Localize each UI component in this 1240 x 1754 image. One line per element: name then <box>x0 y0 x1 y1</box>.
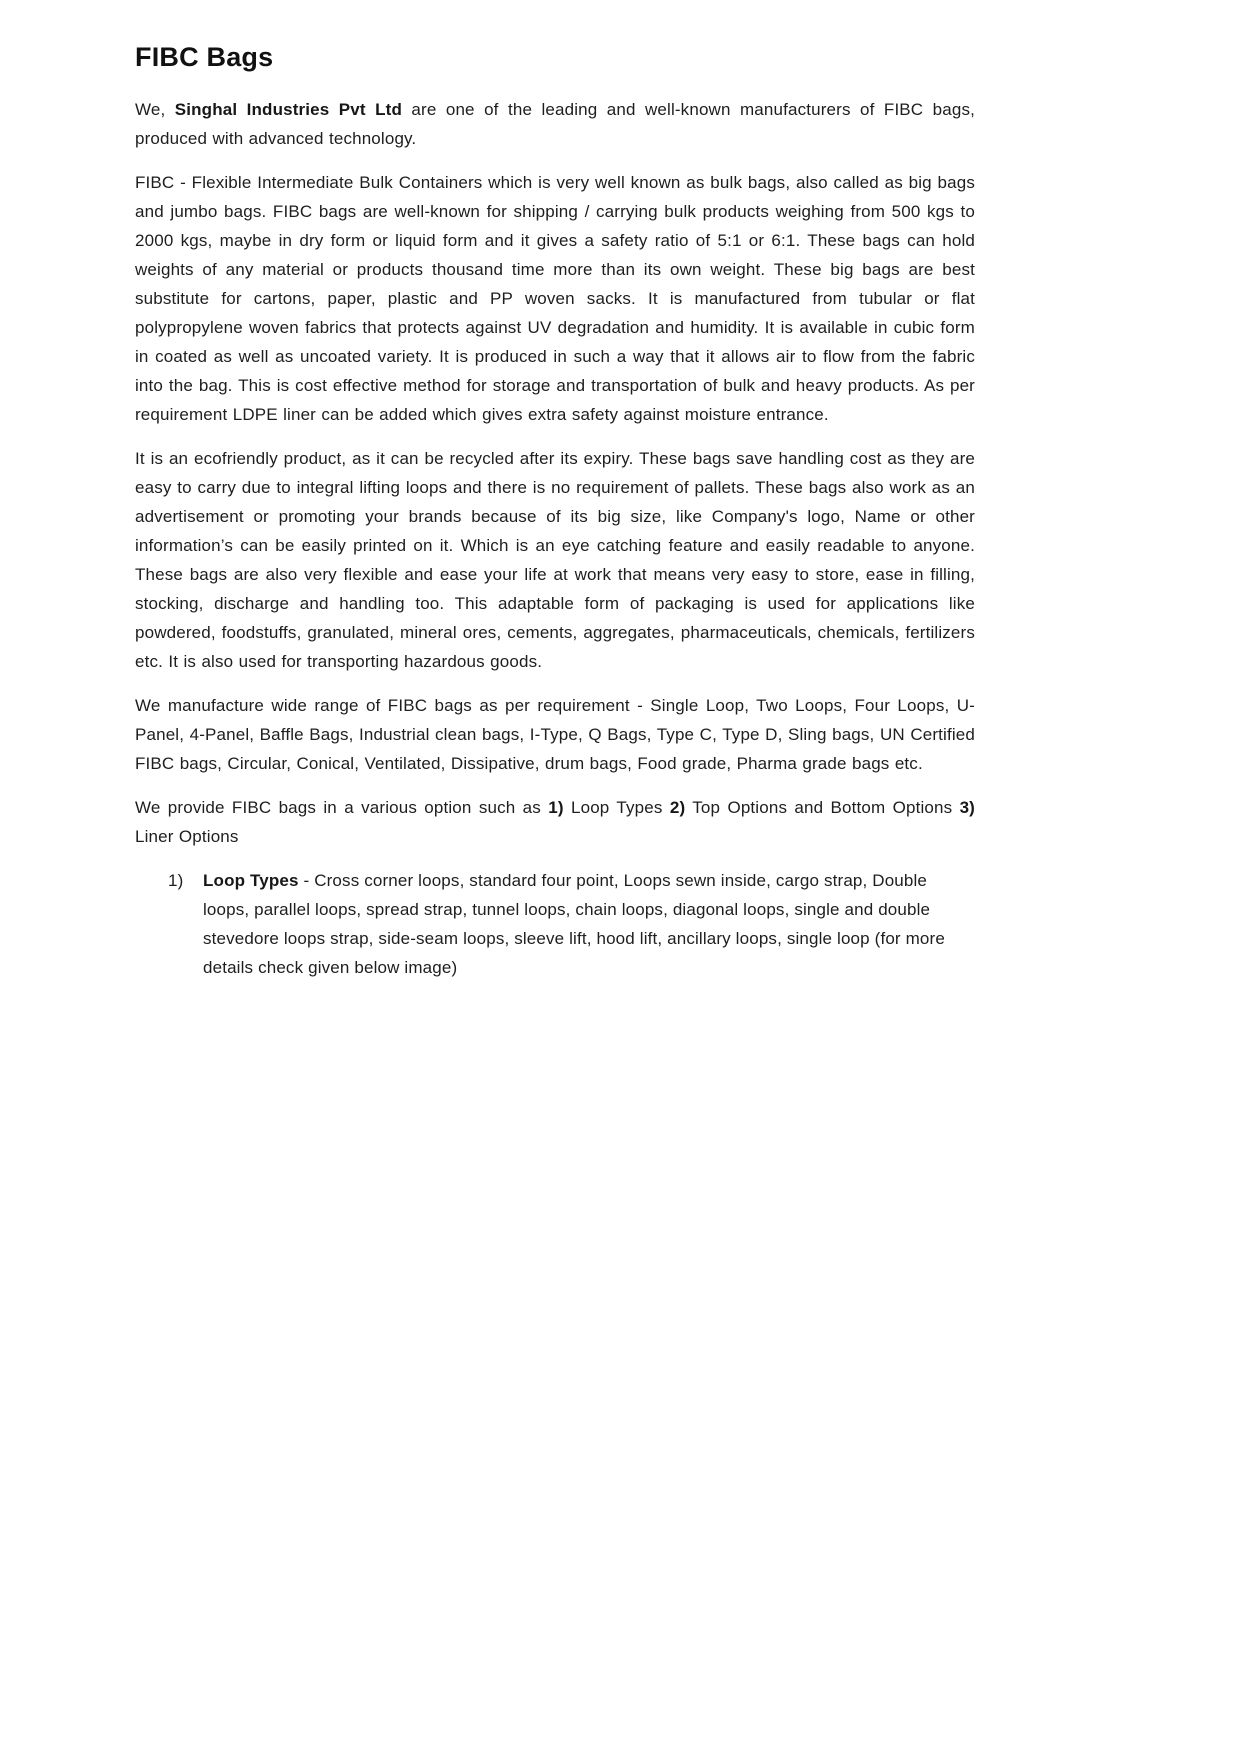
loop-types-description <box>203 866 975 982</box>
option-text-1: Loop Types <box>563 798 670 817</box>
page-title: FIBC Bags <box>135 42 274 72</box>
loop-types-label: Loop Types <box>203 871 299 890</box>
loop-types-list-item <box>168 866 975 982</box>
options-paragraph <box>135 793 975 851</box>
intro-pre-text: We, <box>135 100 175 119</box>
option-number-2: 2) <box>669 798 686 817</box>
intro-paragraph <box>135 95 975 153</box>
option-number-3: 3) <box>959 798 975 817</box>
option-number-1: 1) <box>548 798 564 817</box>
options-pre-text: We provide FIBC bags in a various option such as <box>135 798 549 817</box>
intro-post-text: are one of the leading and well-known manufacturers of FIBC bags, produced with advanced technology. <box>135 100 975 148</box>
company-name: Singhal Industries Pvt Ltd <box>174 100 402 119</box>
option-text-2: Top Options and Bottom Options <box>685 798 960 817</box>
option-text-3: Liner Options <box>135 827 239 846</box>
product-range-paragraph: We manufacture wide range of FIBC bags as per requirement - Single Loop, Two Loops, Four Loops, U-Panel, 4-Panel, Baffle Bags, Industrial clean bags, I-Type, Q Bags, Type C, Type D, Sling bags, UN Certified FIBC bags, Circular, Conical, Ventilated, Dissipative, drum bags, Food grade, Pharma grade bags etc. <box>135 696 975 773</box>
list-item-number: 1) <box>168 871 184 890</box>
loop-types-text: - Cross corner loops, standard four point, Loops sewn inside, cargo strap, Double loops, parallel loops, spread strap, tunnel loops, chain loops, diagonal loops, single and double stevedore loops strap, side-seam loops, sleeve lift, hood lift, ancillary loops, single loop (for more details check given below image) <box>203 871 945 977</box>
ecofriendly-paragraph: It is an ecofriendly product, as it can be recycled after its expiry. These bags save handling cost as they are easy to carry due to integral lifting loops and there is no requirement of pallets. These bags also work as an advertisement or promoting your brands because of its big size, like Company's logo, Name or other information’s can be easily printed on it. Which is an eye catching feature and easily readable to anyone. These bags are also very flexible and ease your life at work that means very easy to store, ease in filling, stocking, discharge and handling too. This adaptable form of packaging is used for applications like powdered, foodstuffs, granulated, mineral ores, cements, aggregates, pharmaceuticals, chemicals, fertilizers etc. It is also used for transporting hazardous goods. <box>135 449 975 671</box>
about-fibc-paragraph: FIBC - Flexible Intermediate Bulk Containers which is very well known as bulk bags, also called as big bags and jumbo bags. FIBC bags are well-known for shipping / carrying bulk products weighing from 500 kgs to 2000 kgs, maybe in dry form or liquid form and it gives a safety ratio of 5:1 or 6:1. These bags can hold weights of any material or products thousand time more than its own weight. These big bags are best substitute for cartons, paper, plastic and PP woven sacks. It is manufactured from tubular or flat polypropylene woven fabrics that protects against UV degradation and humidity. It is available in cubic form in coated as well as uncoated variety. It is produced in such a way that it allows air to flow from the fabric into the bag. This is cost effective method for storage and transportation of bulk and heavy products. As per requirement LDPE liner can be added which gives extra safety against moisture entrance. <box>135 173 975 424</box>
options-list <box>135 866 975 982</box>
